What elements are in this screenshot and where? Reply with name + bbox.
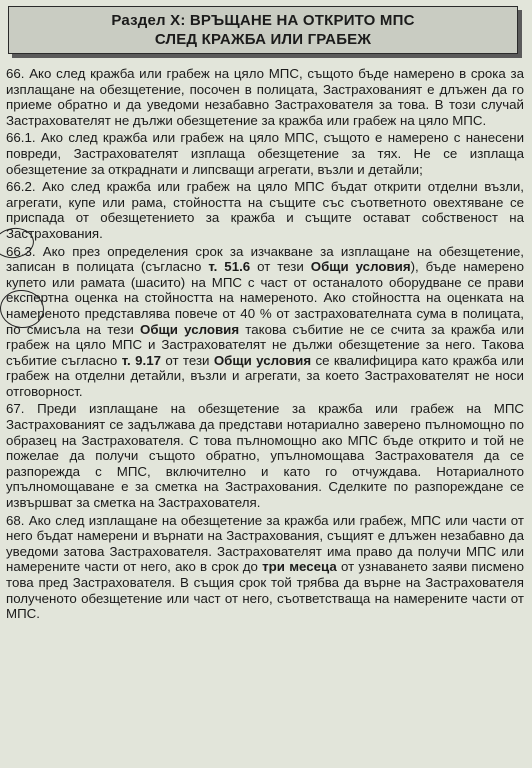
reference-51-6: т. 51.6 xyxy=(208,259,251,275)
document-body xyxy=(6,66,524,624)
clause-66-3-text: от тези xyxy=(250,259,311,275)
general-terms-reference: Общи условия xyxy=(310,259,411,275)
clause-66-3-text: 66.3. Ако през определения срок за изчакване за изплащане на обезщетение, записан в полицата (съгласно xyxy=(6,243,524,275)
clause-67: 67. Преди изплащане на обезщетение за кражба или грабеж на МПС Застрахованият се задължава да представи нотариално заверено пълномощно по образец на Застрахователя. С това пълномощно ако МПС бъде открито и той не пожелае да получи същото обратно, упълномощава Застрахователя да се разпорежда с МПС, включително и като го отчуждава. Нотариалното упълномощаване е за сметка на Застрахования. Сделките по разпореждане се извършват за сметка на Застрахователя. xyxy=(6,401,524,511)
three-months-emphasis: три месеца xyxy=(262,559,337,575)
clause-66-2: 66.2. Ако след кражба или грабеж на цяло МПС бъдат открити отделни възли, агрегати, купе или рама, стойността на същите със съответното овехтяване се приспада от обезщетението за кражба и същите остават собственост на Застрахования. xyxy=(6,179,524,241)
clause-66-3-text: такова събитие не се счита за кражба или грабеж на цяло МПС и Застрахователят не дължи обезщетение за него. Такова събитие съгласно xyxy=(6,321,524,368)
clause-66-3-text: ), бъде намерено купето или рамата (шасито) на МПС с част от останалото оборудване се прави експертна оценка на стойността на намереното. Ако стойността на оценката на намереното представлява повече от 40 % от застрахователната сума в полицата, по смисъла на тези xyxy=(6,259,524,337)
general-terms-reference: Общи условия xyxy=(140,321,240,337)
section-title-line-1: Раздел X: ВРЪЩАНЕ НА ОТКРИТО МПС xyxy=(111,12,415,29)
clause-66-3-text: от тези xyxy=(160,352,214,368)
clause-66-1: 66.1. Ако след кражба или грабеж на цяло МПС, същото е намерено с нанесени повреди, Застрахователят изплаща обезщетение за тях. Не се изплаща обезщетение за откраднати и липсващи агрегати, възли и детайли; xyxy=(6,130,524,177)
clause-66-3 xyxy=(6,244,524,400)
clause-68 xyxy=(6,513,524,622)
section-header xyxy=(8,6,518,54)
reference-9-17: т. 9.17 xyxy=(121,352,161,368)
clause-68-text: 68. Ако след изплащане на обезщетение за кражба или грабеж, МПС или части от него бъдат намерени и върнати на Застрахования, същият е длъжен незабавно да уведоми затова Застрахователя. Застрахователят има право да получи МПС или намерените части от него, ако в срок до xyxy=(6,512,524,575)
clause-66-3-text: се квалифицира като кражба или грабеж на отделни детайли, възли и агрегати, за което Застрахователят не носи отговорност. xyxy=(6,352,524,399)
clause-68-text: от узнаването заяви писмено това пред Застрахователя. В същия срок той трябва да върне на Застрахователя полученото обезщетение или част от него, съответстваща на намерените части от МПС. xyxy=(6,559,524,622)
section-title-line-2: СЛЕД КРАЖБА ИЛИ ГРАБЕЖ xyxy=(154,31,372,48)
general-terms-reference: Общи условия xyxy=(213,352,312,368)
clause-66: 66. Ако след кражба или грабеж на цяло МПС, същото бъде намерено в срока за изплащане на обезщетение, посочен в полицата, Застрахованият е длъжен да го приеме обратно и да уведоми незабавно Застрахователя за това. В този случай Застрахователят не дължи обезщетение за кражба или грабеж на цяло МПС. xyxy=(6,66,524,128)
